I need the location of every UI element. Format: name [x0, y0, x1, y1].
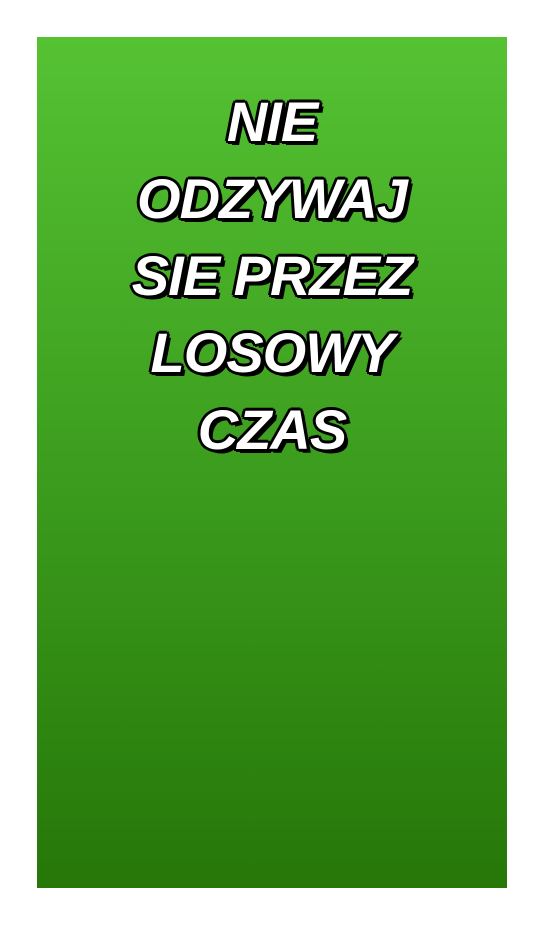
headline-line: NIE — [226, 90, 318, 153]
headline-line: SIE PRZEZ — [131, 244, 413, 307]
headline — [37, 83, 507, 468]
story-card — [37, 37, 507, 888]
headline-line: CZAS — [197, 398, 347, 461]
headline-line: LOSOWY — [150, 321, 394, 384]
headline-line: ODZYWAJ — [137, 167, 407, 230]
